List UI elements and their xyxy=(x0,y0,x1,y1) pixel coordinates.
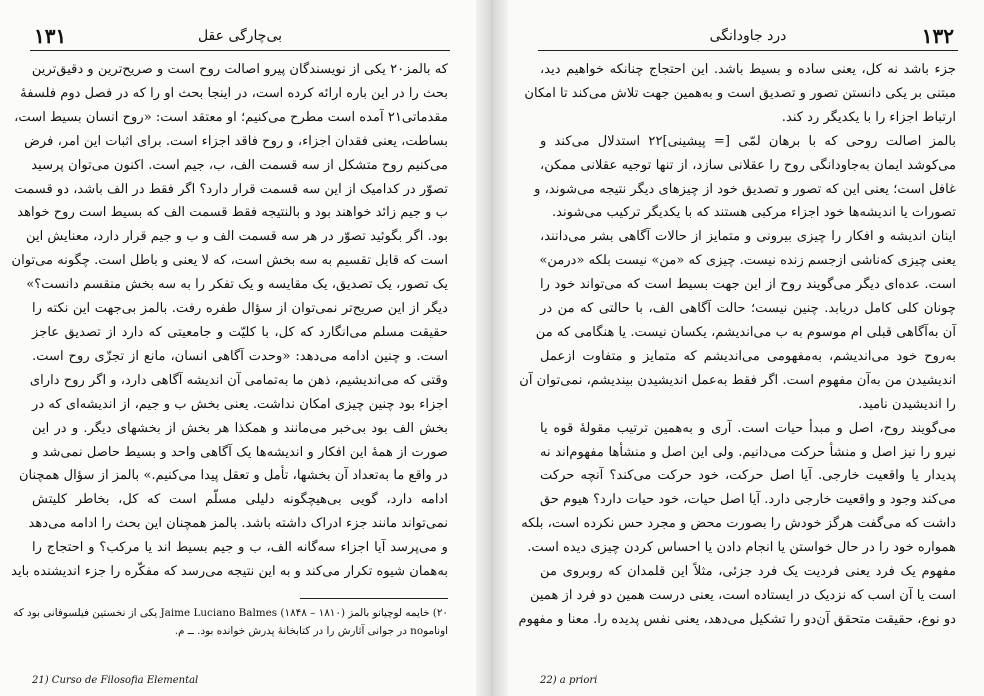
body-text-line: مفهوم یک فرد یعنی فردیت یک فرد جزئی، مثلاً این قلمدان که روبروی من xyxy=(540,564,956,580)
body-text-line: می‌کنیم روح متشکل از سه قسمت الف، ب، جیم است. اکنون می‌توان پرسید xyxy=(31,157,448,173)
left-footnote-rule xyxy=(300,598,448,599)
body-text-line: بساطت، یعنی فقدان اجزاء، و روح فاقد اجزاء است. برای اثبات این امر، فرض xyxy=(24,133,448,149)
body-text-line: می‌کند وجود و واقعیت خارجی دارد. آیا اصل حیات، خود حیات دارد؟ هیوم حق xyxy=(540,492,956,508)
left-footnotes xyxy=(13,604,448,640)
body-text-line: چونان کلی کامل دریابد. چنین نیست؛ حالت آگاهی الف، با حالتی که من در xyxy=(540,301,956,317)
body-text-line: به‌روح خود می‌اندیشم، به‌مفهومی می‌اندیشم که متمایز و متفاوت از‌عمل xyxy=(540,348,956,364)
right-page-body xyxy=(518,58,956,632)
body-text-line: در واقع ما به‌تعداد آن بخشها، تأمل و تعقل پیدا می‌کنیم.» بالمز از سؤال همچنان xyxy=(18,468,448,484)
body-text-line: ب و جیم زائد خواهند بود و بالنتیجه فقط قسمت الف که بسیط است روح خواهد xyxy=(17,205,448,221)
footnote-line: ۲۰) خایمه لوچیانو بالمز (۱۸۱۰ – ۱۸۴۸) Jaime Luciano Balmes یکی از نخستین فیلسوفانی بود که xyxy=(13,607,448,619)
body-text-line: وقتی که می‌اندیشیم، ذهن ما به‌تمامی آن اندیشه آگاهی دارد، و اگر روح دارای xyxy=(29,372,448,388)
body-text-line: که بالمز۲۰ یکی از نویسندگان پیرو اصالت روح است و صریح‌ترین و دقیق‌ترین xyxy=(31,62,448,77)
body-text-line: دو نوع، حقیقت متحقق آن‌دو را تشکیل می‌دهد، یعنی نفس پدیده را. معنا و مفهوم xyxy=(518,611,956,627)
body-text-line: داشت که می‌گفت هرگز خودش را بصورت محض و مجرد حس نکرده است، بلکه xyxy=(521,516,956,532)
body-text-line: بالمز اصالت روحی که با برهان لمّی [= پیشینی]۲۲ استدلال می‌کند و xyxy=(540,133,956,149)
body-text-line: اجزاء بود چنین چیزی امکان نداشت. یعنی بخش ب و جیم، از اندیشه‌ای که در xyxy=(32,396,448,412)
right-bottom-note: 22) a priori xyxy=(540,675,598,686)
body-text-line: اندیشیدن من به‌آن مفهوم است. اگر فقط به‌عمل اندیشیدن بیندیشم، نمی‌توان آن xyxy=(519,372,956,388)
body-text-line: پدیدار یا واقعیت خارجی. آیا اصل حرکت، خود حرکت می‌کند؟ آنچه حرکت xyxy=(540,468,956,484)
body-text-line: به‌همان شیوه تکرار می‌کند و به این نتیجه می‌رسد که مفکّره را جزء اندیشنده باید xyxy=(11,564,448,580)
body-text-line: را اندیشیدن نامید. xyxy=(858,396,956,412)
body-text-line: می‌کوشد ایمان به‌جاودانگی روح را عقلانی سازد، از تنها توجیه عقلانی ممکن، xyxy=(540,157,956,173)
body-text-line: ارتباط اجزاء را با یکدیگر رد کند. xyxy=(781,109,956,125)
body-text-line: است. و چنین ادامه می‌دهد: «وحدت آگاهی انسان، مانع از تجزّی روح است. xyxy=(32,348,448,364)
body-text-line: غافل است؛ یعنی این که تصور و تصدیق خود از چیزهای دیگر نتیجه می‌شوند، و xyxy=(534,181,956,197)
body-text-line: دیگر از این صریح‌تر نمی‌توان از سؤال طفره رفت. بالمز بی‌جهت این نکته را xyxy=(32,301,448,317)
body-text-line: آن به‌آگاهی قبلی ام موسوم به ب می‌اندیشم، یکسان نیست. یا هنگامی که من xyxy=(535,324,956,340)
body-text-line: ادامه دارد، گویی بی‌هیچگونه دلیلی مسلّم است که کل، بخاطر کلیتش xyxy=(32,492,448,508)
body-text-line: است. عده‌ای دیگر می‌گویند روح از این جهت بسیط است که می‌تواند خود را xyxy=(540,277,956,293)
body-text-line: تصوّر در کدامیک از این سه قسمت قرار دارد؟ اگر فقط در الف باشد، دو قسمت xyxy=(14,181,448,197)
body-text-line: بخش الف بود بی‌خبر می‌مانند و همکذا هر بخش از بخشهای دیگر. و در این xyxy=(32,420,448,436)
body-text-line: یعنی چیزی که‌ناشی از‌جسم زنده نیست. چیزی که «من» نیست بلکه «درمن» xyxy=(539,253,956,269)
body-text-line: نمی‌تواند مانند جزء ادراک داشته باشد. بالمز همچنان این بحث را ادامه می‌دهد xyxy=(28,516,448,532)
left-page-body xyxy=(11,58,448,584)
body-text-line: مقدماتی۲۱ آمده است مطرح می‌کنیم؛ او معتقد است: «روح انسان بسیط است، xyxy=(14,109,448,125)
body-text-line: صورت از همهٔ این افکار و اندیشه‌ها یک آگاهی واحد و بسیط حاصل نمی‌شد و xyxy=(32,444,448,460)
right-running-head: درد جاودانگی xyxy=(709,28,787,44)
body-text-line: حقیقت مسلم می‌انگارد که کل، با کلیّت و جامعیتی که دارد از تصدیق عاجز xyxy=(32,324,448,340)
body-text-line: نیرو را نیز اصل و منشأ حرکت می‌دانیم. ولی این اصل و منشأها مفهوم‌اند نه xyxy=(540,444,956,460)
body-text-line: اینان اندیشه و افکار را چیزی بیرونی و متمایز از حالات آگاهی بشر می‌دانند، xyxy=(540,229,956,245)
left-page-number: ۱۳۱ xyxy=(34,24,67,48)
right-page xyxy=(508,0,984,696)
body-text-line: مبتنی بر یکی دانستن تصور و تصدیق است و به‌همین جهت تلاش می‌کند تا امکان xyxy=(524,85,956,101)
body-text-line: است یا آن اسب که نزدیک در ایستاده است، یعنی درست همین دو فرد از همین xyxy=(529,587,956,603)
left-running-head: بی‌چارگی عقل xyxy=(197,28,283,44)
body-text-line: تصورات یا اندیشه‌ها خود اجزاء مرکبی هستند که با یکدیگر ترکیب می‌شوند. xyxy=(552,205,956,221)
left-page xyxy=(0,0,476,696)
body-text-line: است که قابل تقسیم به سه بخش است، که لا یعنی و باطل است. چگونه می‌توان xyxy=(11,253,448,269)
body-text-line: بود. اگر بگوئید تصوّر در هر سه قسمت الف و ب و جیم قرار دارد، معنایش این xyxy=(26,229,448,245)
body-text-line: می‌گویند روح، اصل و مبدأ حیات است. آری و به‌همین ترتیب مقولهٔ قوه یا xyxy=(540,420,956,436)
body-text-line: یک تصور، یک تصدیق، یک مقایسه و یک تفکر را به سه بخش منقسم دانست؟» xyxy=(26,277,448,293)
body-text-line: جزء باشد نه کل، یعنی ساده و بسیط باشد. این احتجاج چنانکه خواهیم دید، xyxy=(540,62,956,77)
right-page-number: ۱۳۲ xyxy=(921,24,954,48)
left-bottom-note: 21) Curso de Filosofia Elemental xyxy=(32,675,199,686)
body-text-line: و می‌پرسد آیا اجزاء سه‌گانه الف، ب و جیم بسیط اند یا مرکب؟ و احتجاج را xyxy=(32,540,448,556)
right-page-header xyxy=(538,24,958,51)
body-text-line: همواره خود را در حال خواستن یا انجام دادن یا احساس کردن چیزی دیده است. xyxy=(527,540,956,556)
body-text-line: بحث را در این باره ارائه کرده است، در اینجا بحث او را که در فصل دوم فلسفهٔ xyxy=(20,85,448,101)
left-page-header xyxy=(30,24,450,51)
footnote-line: اوناموno در جوانی آثارش را در کتابخانهٔ پدرش خوانده بود. ــ م. xyxy=(174,625,448,637)
book-gutter xyxy=(476,0,508,696)
